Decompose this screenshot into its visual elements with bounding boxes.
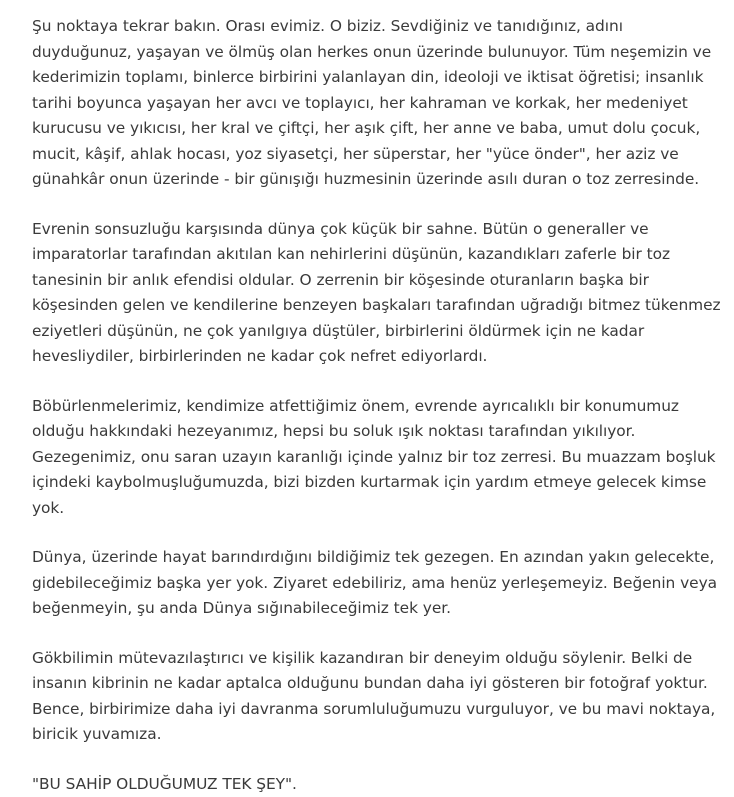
article-body xyxy=(32,14,722,797)
paragraph-posturing: Böbürlenmelerimiz, kendimize atfettiğimiz önem, evrende ayrıcalıklı bir konumumuz olduğu hakkındaki hezeyanımız, hepsi bu soluk ışık noktası tarafından yıkılıyor. Gezegenimiz, onu saran uzayın karanlığı içinde yalnız bir toz zerresi. Bu muazzam boşluk içindeki kaybolmuşluğumuzda, bizi bizden kurtarmak için yardım etmeye gelecek kimse yok. xyxy=(32,394,722,522)
paragraph-stage: Evrenin sonsuzluğu karşısında dünya çok küçük bir sahne. Bütün o generaller ve imparatorlar tarafından akıtılan kan nehirlerini düşünün, kazandıkları zaferle bir toz tanesinin bir anlık efendisi oldular. O zerrenin bir köşesinde oturanların başka bir köşesinden gelen ve kendilerine benzeyen başkaları tarafından uğradığı bitmez tükenmez eziyetleri düşünün, ne çok yanılgıya düştüler, birbirlerini öldürmek için ne kadar hevesliydiler, birbirlerinden ne kadar çok nefret ediyorlardı. xyxy=(32,217,722,370)
closing-quote: "BU SAHİP OLDUĞUMUZ TEK ŞEY". xyxy=(32,772,722,797)
paragraph-home: Şu noktaya tekrar bakın. Orası evimiz. O biziz. Sevdiğiniz ve tanıdığınız, adını duyduğunuz, yaşayan ve ölmüş olan herkes onun üzerinde bulunuyor. Tüm neşemizin ve kederimizin toplamı, binlerce birbirini yalanlayan din, ideoloji ve iktisat öğretisi; insanlık tarihi boyunca yaşayan her avcı ve toplayıcı, her kahraman ve korkak, her medeniyet kurucusu ve yıkıcısı, her kral ve çiftçi, her aşık çift, her anne ve baba, umut dolu çocuk, mucit, kâşif, ahlak hocası, yoz siyasetçi, her süperstar, her "yüce önder", her aziz ve günahkâr onun üzerinde - bir günışığı huzmesinin üzerinde asılı duran o toz zerresinde. xyxy=(32,14,722,193)
paragraph-astronomy: Gökbilimin mütevazılaştırıcı ve kişilik kazandıran bir deneyim olduğu söylenir. Belki de insanın kibrinin ne kadar aptalca olduğunu bundan daha iyi gösteren bir fotoğraf yoktur. Bence, birbirimize daha iyi davranma sorumluluğumuzu vurguluyor, ve bu mavi noktaya, biricik yuvamıza. xyxy=(32,646,722,748)
paragraph-only-world: Dünya, üzerinde hayat barındırdığını bildiğimiz tek gezegen. En azından yakın gelecekte, gidebileceğimiz başka yer yok. Ziyaret edebiliriz, ama henüz yerleşemeyiz. Beğenin veya beğenmeyin, şu anda Dünya sığınabileceğimiz tek yer. xyxy=(32,545,722,622)
